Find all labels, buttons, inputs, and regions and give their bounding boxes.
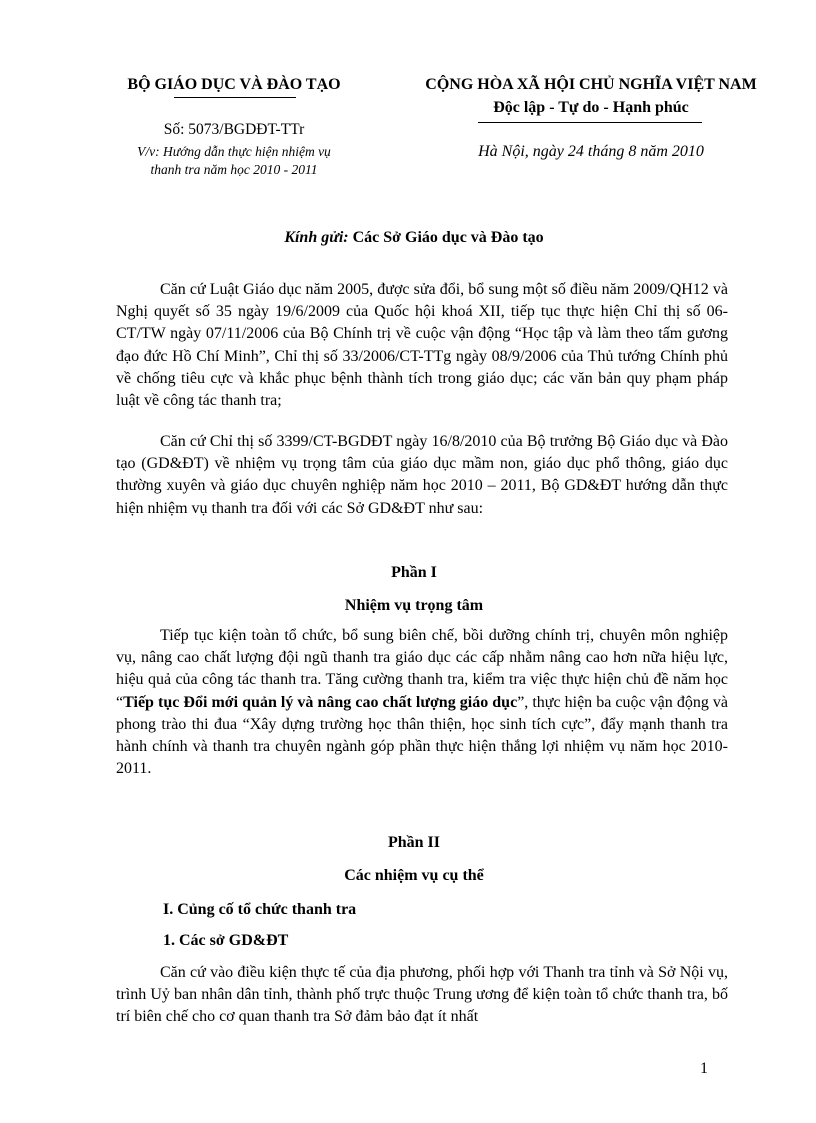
motto-underline — [478, 122, 702, 123]
part-1-title: Phần I — [391, 564, 437, 581]
recipient-line — [100, 229, 728, 247]
subject-line-1: V/v: Hướng dẫn thực hiện nhiệm vụ — [137, 144, 331, 159]
paragraph-legal-basis-2: Căn cứ Chỉ thị số 3399/CT-BGDĐT ngày 16/8/2010 của Bộ trưởng Bộ Giáo dục và Đào tạo (GD&ĐT) về nhiệm vụ trọng tâm của giáo dục mầm non, giáo dục phổ thông, giáo dục thường xuyên và giáo dục chuyên nghiệp năm học 2010 – 2011, Bộ GD&ĐT hướng dẫn thực hiện nhiệm vụ thanh tra đối với các Sở GD&ĐT như sau: — [116, 433, 728, 517]
page-number: 1 — [700, 1060, 708, 1077]
key-tasks-text-b: ”, thực hiện ba cuộc vận động và phong trào thi đua “Xây dựng trường học thân thiện, học sinh tích cực”, đẩy mạnh thanh tra hành chính và thanh tra chuyên ngành góp phần thực hiện thắng lợi nhiệm vụ năm học 2010-2011. — [116, 693, 729, 778]
country-name: CỘNG HÒA XÃ HỘI CHỦ NGHĨA VIỆT NAM — [425, 76, 757, 93]
part-2-subtitle: Các nhiệm vụ cụ thể — [344, 867, 484, 884]
document-subject — [100, 143, 368, 179]
recipient-label: Kính gửi: — [284, 229, 349, 246]
paragraph-legal-basis-1: Căn cứ Luật Giáo dục năm 2005, được sửa đổi, bổ sung một số điều năm 2009/QH12 và Nghị quyết số 35 ngày 19/6/2009 của Quốc hội khoá XII, tiếp tục thực hiện Chỉ thị số 06-CT/TW ngày 07/11/2006 của Bộ Chính trị về cuộc vận động “Học tập và làm theo tấm gương đạo đức Hồ Chí Minh”, Chỉ thị số 33/2006/CT-TTg ngày 08/9/2006 của Thủ tướng Chính phủ về chống tiêu cực và khắc phục bệnh thành tích trong giáo dục; các văn bản quy phạm pháp luật về công tác thanh tra; — [116, 281, 728, 410]
document-date: Hà Nội, ngày 24 tháng 8 năm 2010 — [478, 143, 704, 160]
heading-subsection-1: 1. Các sở GD&ĐT — [163, 932, 289, 949]
subject-line-2: thanh tra năm học 2010 - 2011 — [150, 162, 318, 177]
ministry-name: BỘ GIÁO DỤC VÀ ĐÀO TẠO — [127, 76, 341, 93]
heading-section-I: I. Củng cố tổ chức thanh tra — [163, 901, 357, 918]
ministry-underline — [174, 97, 296, 98]
part-2-title: Phần II — [387, 834, 441, 851]
recipient-value: Các Sở Giáo dục và Đào tạo — [352, 229, 544, 246]
document-number: Số: 5073/BGDĐT-TTr — [163, 121, 305, 138]
key-tasks-theme: Tiếp tục Đổi mới quản lý và nâng cao chất lượng giáo dục — [123, 693, 518, 711]
paragraph-key-tasks — [116, 625, 728, 780]
national-motto: Độc lập - Tự do - Hạnh phúc — [493, 99, 689, 116]
key-tasks-text-a: Tiếp tục kiện toàn tổ chức, bổ sung biên chế, bồi dưỡng chính trị, chuyên môn nghiệp vụ, nâng cao chất lượng đội ngũ thanh tra giáo dục các cấp nhằm nâng cao hơn nữa hiệu lực, hiệu quả của công tác thanh tra. Tăng cường thanh tra, kiểm tra việc thực hiện chủ đề năm học “ — [116, 627, 728, 711]
part-1-subtitle: Nhiệm vụ trọng tâm — [344, 597, 484, 614]
paragraph-organization: Căn cứ vào điều kiện thực tế của địa phương, phối hợp với Thanh tra tỉnh và Sở Nội vụ, trình Uỷ ban nhân dân tỉnh, thành phố trực thuộc Trung ương để kiện toàn tổ chức thanh tra, bố trí biên chế cho cơ quan thanh tra Sở đảm bảo đạt ít nhất — [116, 964, 728, 1026]
